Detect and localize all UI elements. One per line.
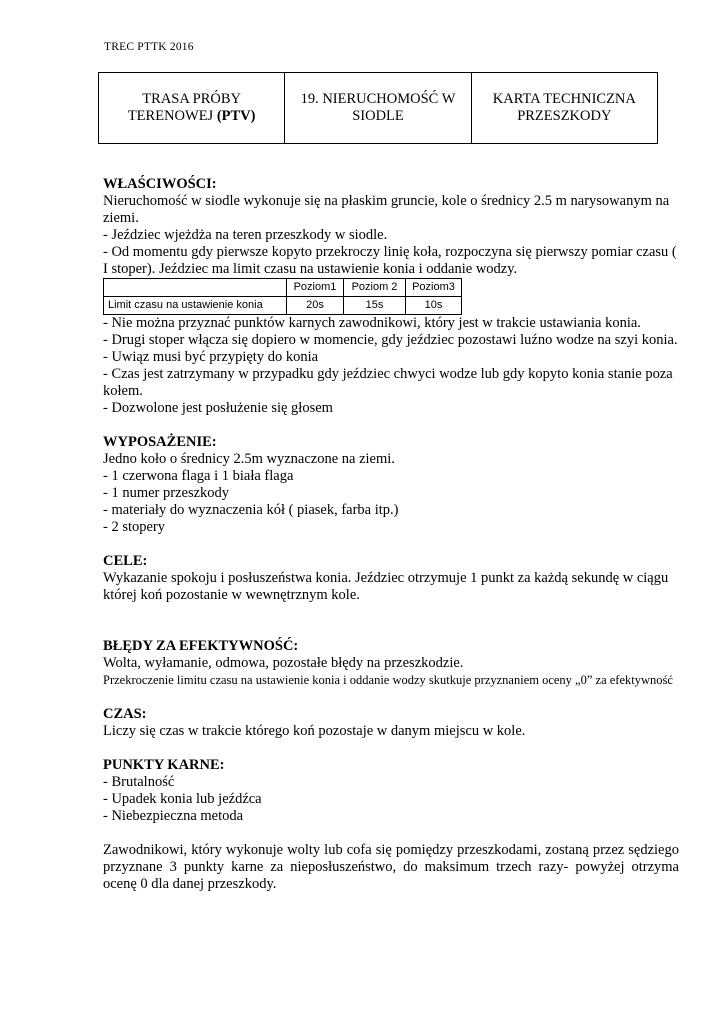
obstacle-name: 19. NIERUCHOMOŚĆ W SIODLE [300,91,456,124]
header-section-line2: TERENOWEJ [127,108,217,124]
time-limit-header-empty [104,279,287,297]
time-text: Liczy się czas w trakcie którego koń pozostaje w danym miejscu w kole. [103,723,526,739]
penalty-item: - Upadek konia lub jeźdźca [103,791,262,807]
goals-text: Wykazanie spokoju i posłuszeństwa konia. Jeździec otrzymuje 1 punkt za każdą sekundę w ciągu której koń pozostanie w wewnętrznym kole. [103,570,669,603]
properties-line: - Jeździec wjeżdża na teren przeszkody w siodle. [103,227,388,243]
properties-line: - Nie można przyznać punktów karnych zawodnikowi, który jest w trakcie ustawiania konia. [103,315,641,331]
penalty-item: - Niebezpieczna metoda [103,808,244,824]
properties-line: - Od momentu gdy pierwsze kopyto przekroczy linię koła, rozpoczyna się pierwszy pomiar czasu ( I stoper). Jeździec ma limit czasu na ustawienie konia i oddanie wodzy. [103,244,677,277]
efficiency-errors-line: Wolta, wyłamanie, odmowa, pozostałe błędy na przeszkodzie. [103,655,464,671]
penalty-paragraph: Zawodnikowi, który wykonuje wolty lub cofa się pomiędzy przeszkodami, zostaną przez sędziego przyznane 3 punkty karne za nieposłuszeństwo, do maksimum trzech razy- powyżej otrzyma ocenę 0 dla danej przeszkody. [103,842,679,892]
properties-line: - Czas jest zatrzymany w przypadku gdy jeździec chwyci wodze lub gdy kopyto konia stanie poza kołem. [103,366,673,399]
time-limit-header-level2: Poziom 2 [344,279,406,297]
properties-title: WŁAŚCIWOŚCI: [103,176,217,192]
time-limit-header-level3: Poziom3 [406,279,462,297]
equipment-line: - 1 numer przeszkody [103,485,230,501]
properties-line: - Drugi stoper włącza się dopiero w momencie, gdy jeździec pozostawi luźno wodze na szyi konia. [103,332,678,348]
header-section-abbrev: (PTV) [216,108,256,124]
running-header: TREC PTTK 2016 [104,41,194,53]
efficiency-errors-title: BŁĘDY ZA EFEKTYWNOŚĆ: [103,638,299,654]
equipment-line: - materiały do wyznaczenia kół ( piasek, farba itp.) [103,502,399,518]
equipment-line: Jedno koło o średnicy 2.5m wyznaczone na ziemi. [103,451,395,467]
time-limit-value-level2: 15s [344,297,406,315]
goals-title: CELE: [103,553,148,569]
properties-line: - Dozwolone jest posłużenie się głosem [103,400,333,416]
penalty-points-title: PUNKTY KARNE: [103,757,225,773]
card-type: KARTA TECHNICZNA PRZESZKODY [492,91,636,124]
equipment-line: - 2 stopery [103,519,166,535]
properties-line: - Uwiąz musi być przypięty do konia [103,349,319,365]
header-section-line1: TRASA PRÓBY [142,91,242,107]
time-title: CZAS: [103,706,147,722]
time-limit-row-label: Limit czasu na ustawienie konia [104,297,287,315]
equipment-line: - 1 czerwona flaga i 1 biała flaga [103,468,294,484]
time-limit-value-level3: 10s [406,297,462,315]
time-limit-header-level1: Poziom1 [287,279,344,297]
properties-line: Nieruchomość w siodle wykonuje się na płaskim gruncie, kole o średnicy 2.5 m narysowanym na ziemi. [103,193,670,226]
header-cell-section [99,73,285,144]
obstacle-header-table [98,72,658,144]
time-limit-table [103,278,462,315]
header-cell-card-type [471,73,657,144]
time-limit-header-row [104,279,462,297]
penalty-item: - Brutalność [103,774,175,790]
time-limit-row [104,297,462,315]
document-body [103,176,679,893]
header-cell-obstacle-name [285,73,471,144]
time-limit-value-level1: 20s [287,297,344,315]
efficiency-errors-note: Przekroczenie limitu czasu na ustawienie konia i oddanie wodzy skutkuje przyznaniem oceny „0” za efektywność [103,673,673,687]
equipment-title: WYPOSAŻENIE: [103,434,217,450]
